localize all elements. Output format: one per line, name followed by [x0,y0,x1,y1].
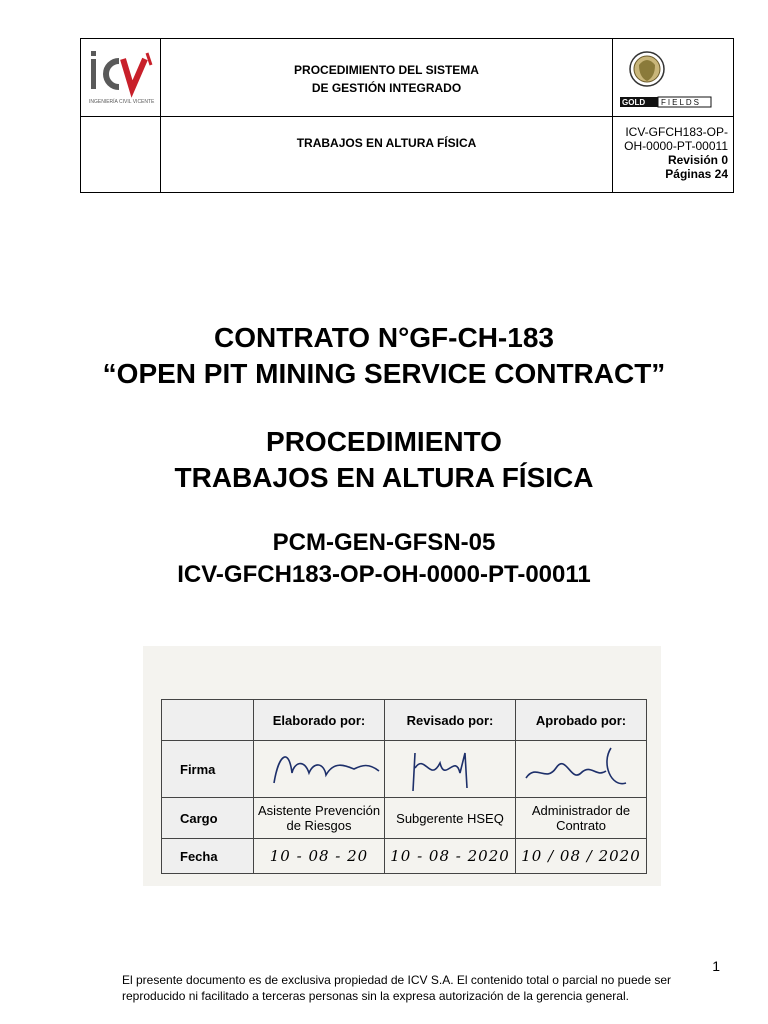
signature-elaborado [254,741,385,798]
header-aprobado: Aprobado por: [516,700,647,741]
firma-row [162,741,647,798]
cargo-elaborado: Asistente Prevención de Riesgos [254,798,385,839]
header-divider-right [612,39,613,192]
header-title [161,61,612,97]
signature-header-row [162,700,647,741]
cargo-aprobado: Administrador de Contrato [516,798,647,839]
contract-name: “OPEN PIT MINING SERVICE CONTRACT” [102,358,666,389]
document-code: ICV-GFCH183-OP-OH-0000-PT-00011 [624,125,728,153]
header-divider [81,116,733,117]
header-title-line1: PROCEDIMIENTO DEL SISTEMA [294,63,479,77]
fecha-elaborado: 10 - 08 - 20 [254,839,385,874]
confidentiality-footer: El presente documento es de exclusiva propiedad de ICV S.A. El contenido total o parcial no puede ser reproducido ni facilitado a terceras personas sin la expresa autorización de la gerencia general. [122,973,672,1003]
svg-text:FIELDS: FIELDS [661,98,702,107]
pages-label: Páginas 24 [665,167,728,181]
fecha-row [162,839,647,874]
header-title-line2: DE GESTIÓN INTEGRADO [311,81,462,95]
icv-code: ICV-GFCH183-OP-OH-0000-PT-00011 [177,561,591,588]
procedure-title [60,424,708,496]
fecha-revisado: 10 - 08 - 2020 [385,839,516,874]
revision-label: Revisión 0 [667,153,728,167]
pcm-code: PCM-GEN-GFSN-05 [272,529,496,556]
signature-revisado [385,741,516,798]
procedure-codes [60,527,708,591]
header-subtitle: TRABAJOS EN ALTURA FÍSICA [296,136,477,150]
cargo-label: Cargo [162,798,254,839]
document-header [80,38,734,193]
signature-scrawl-2 [385,743,515,793]
icv-logo [89,45,159,113]
header-elaborado: Elaborado por: [254,700,385,741]
header-code-block [614,125,728,181]
cargo-revisado: Subgerente HSEQ [385,798,516,839]
cargo-row [162,798,647,839]
contract-number: CONTRATO N°GF-CH-183 [214,322,554,353]
firma-label: Firma [162,741,254,798]
signature-table [161,699,647,874]
header-revisado: Revisado por: [385,700,516,741]
procedure-label: PROCEDIMIENTO [266,426,502,457]
signature-scrawl-3 [516,743,646,793]
fecha-aprobado: 10 / 08 / 2020 [516,839,647,874]
contract-title [60,320,708,392]
corner-cell [162,700,254,741]
gold-fields-logo [617,45,729,111]
fecha-label: Fecha [162,839,254,874]
icv-tagline: INGENIERÍA CIVIL VICENTE [89,99,155,105]
svg-text:GOLD: GOLD [622,98,646,107]
procedure-name: TRABAJOS EN ALTURA FÍSICA [174,462,594,493]
signature-scrawl-1 [254,743,384,793]
signature-aprobado [516,741,647,798]
page-number: 1 [712,958,720,974]
